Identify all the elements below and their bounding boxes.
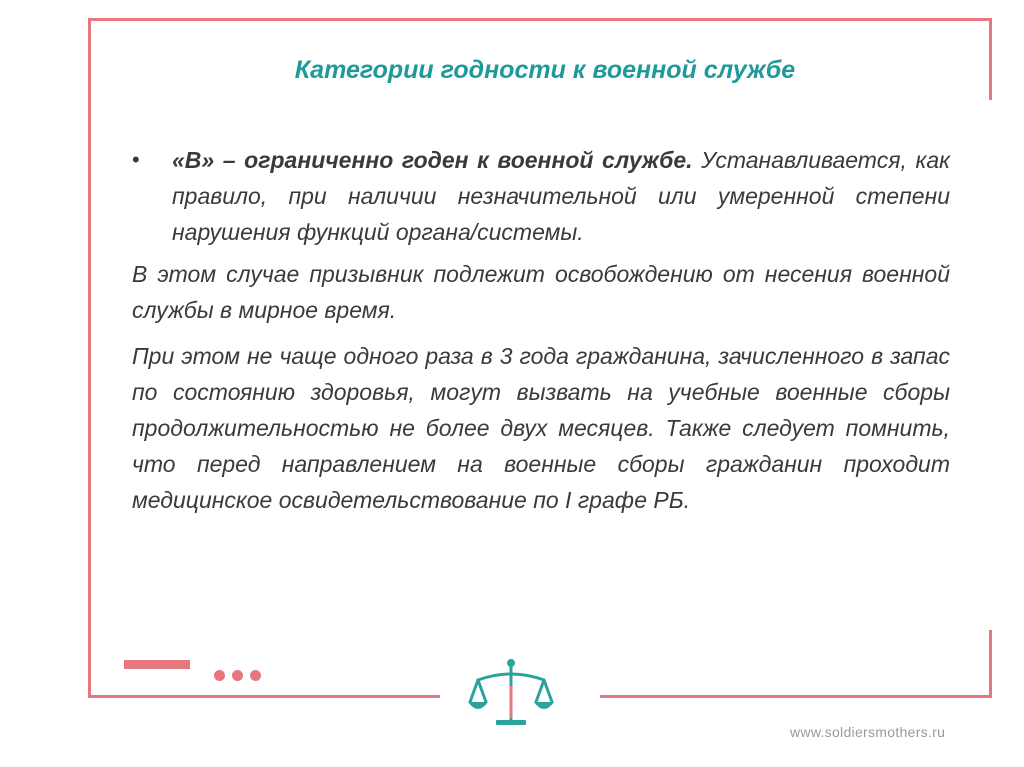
decorative-dot bbox=[232, 670, 243, 681]
paragraph-training-camps: При этом не чаще одного раза в 3 года гражданина, зачисленного в запас по состоянию здоровья, могут вызвать на учебные военные сборы продолжительностью не более двух месяцев. Также следует помнить, что перед направлением на военные сборы гражданин проходит медицинское освидетельствование по I графе РБ. bbox=[132, 343, 950, 513]
bullet-text bbox=[172, 142, 950, 250]
decorative-dots bbox=[214, 670, 261, 681]
paragraph-exemption: В этом случае призывник подлежит освобождению от несения военной службы в мирное время. bbox=[132, 261, 950, 323]
bullet-bold-text: «В» – ограниченно годен к военной службе. bbox=[172, 147, 693, 173]
slide-title: Категории годности к военной службе bbox=[294, 56, 796, 84]
decorative-dot bbox=[214, 670, 225, 681]
footer-website-link[interactable]: www.soldiersmothers.ru bbox=[790, 724, 946, 740]
bullet-item bbox=[132, 142, 950, 250]
scales-of-justice-icon bbox=[466, 656, 556, 732]
bullet-rest-text: Устанавливается, как правило, при наличии незначительной или умеренной степени нарушения функций органа/системы. bbox=[172, 147, 950, 245]
frame-gap-right bbox=[985, 100, 999, 630]
slide-body bbox=[132, 142, 950, 518]
bullet-marker: • bbox=[132, 147, 140, 172]
decorative-dash bbox=[124, 660, 190, 669]
decorative-dot bbox=[250, 670, 261, 681]
